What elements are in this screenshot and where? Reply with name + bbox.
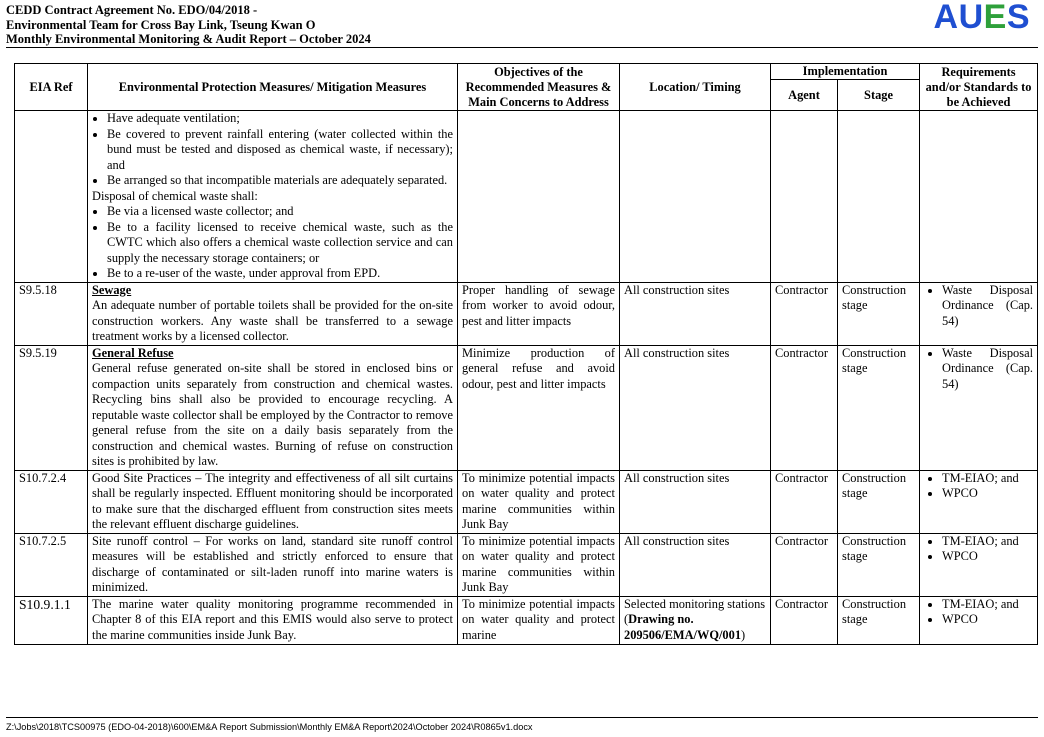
- row-objective: To minimize potential impacts on water quality and protect marine communities within Junk Bay: [458, 470, 620, 533]
- row-objective: To minimize potential impacts on water quality and protect marine communities within Junk Bay: [458, 533, 620, 596]
- row-measures: [88, 345, 458, 470]
- row-measures: [88, 282, 458, 345]
- col-header-measures: Environmental Protection Measures/ Mitigation Measures: [88, 64, 458, 111]
- report-header: [6, 3, 371, 47]
- row-agent: Contractor: [771, 596, 838, 644]
- list-item: • TM-EIAO; and: [942, 534, 1033, 550]
- row-measures: Good Site Practices – The integrity and effectiveness of all silt curtains shall be regularly inspected. Effluent monitoring should be incorporated to make sure that the discharged effluent from construction sites meets the relevant effluent discharge guidelines.: [88, 470, 458, 533]
- list-item: • Be covered to prevent rainfall entering (water collected within the bund must be tested and disposed as chemical waste, if necessary); and: [107, 127, 453, 174]
- header-divider: [6, 47, 1038, 48]
- row-ref: S9.5.18: [15, 282, 88, 345]
- table-row: [15, 282, 1038, 345]
- row-requirements: [920, 345, 1038, 470]
- row-ref: S10.9.1.1: [15, 596, 88, 644]
- row-location: Selected monitoring stations (Drawing no. 209506/EMA/WQ/001): [620, 596, 771, 644]
- row-location: All construction sites: [620, 470, 771, 533]
- col-header-implementation: Implementation: [771, 64, 920, 80]
- list-item: • TM-EIAO; and: [942, 471, 1033, 487]
- row-ref: [15, 111, 88, 283]
- list-item: • Be arranged so that incompatible materials are adequately separated.: [107, 173, 453, 189]
- row-agent: Contractor: [771, 282, 838, 345]
- row-agent: Contractor: [771, 533, 838, 596]
- row-stage: Construction stage: [838, 533, 920, 596]
- row-stage: Construction stage: [838, 470, 920, 533]
- header-line-1: CEDD Contract Agreement No. EDO/04/2018 -: [6, 3, 258, 17]
- row-measures: [88, 111, 458, 283]
- list-item: • TM-EIAO; and: [942, 597, 1033, 613]
- list-item: • Have adequate ventilation;: [107, 111, 453, 127]
- list-item: • WPCO: [942, 486, 1033, 502]
- row-requirements: [920, 533, 1038, 596]
- measure-title: General Refuse: [92, 345, 174, 360]
- list-item: • Waste Disposal Ordinance (Cap. 54): [942, 283, 1033, 330]
- row-ref: S10.7.2.4: [15, 470, 88, 533]
- col-header-eia-ref: EIA Ref: [15, 64, 88, 111]
- row-measures: The marine water quality monitoring programme recommended in Chapter 8 of this EIA report and this EMIS would also serve to protect the marine communities inside Junk Bay.: [88, 596, 458, 644]
- aues-logo: AUES: [933, 0, 1030, 36]
- row-objective: Minimize production of general refuse and avoid odour, pest and litter impacts: [458, 345, 620, 470]
- row-stage: Construction stage: [838, 596, 920, 644]
- row-agent: Contractor: [771, 345, 838, 470]
- list-item: • Be to a facility licensed to receive chemical waste, such as the CWTC which also offers a chemical waste collection service and can supply the necessary storage containers; or: [107, 220, 453, 267]
- list-item: • Be via a licensed waste collector; and: [107, 204, 453, 220]
- row-location: All construction sites: [620, 533, 771, 596]
- col-header-location: Location/ Timing: [620, 64, 771, 111]
- table-row: [15, 470, 1038, 533]
- list-item: • WPCO: [942, 612, 1033, 628]
- measure-text: General refuse generated on-site shall be stored in enclosed bins or compaction units separately from construction and chemical wastes. Recycling bins shall also be provided to encourage recycling. A reputable waste collector shall be employed by the Contractor to remove general refuse from the site on a daily basis separately from the construction and chemical wastes. Burning of refuse on construction sites is prohibited by law.: [92, 361, 453, 468]
- footer-file-path: Z:\Jobs\2018\TCS00975 (EDO-04-2018)\600\EM&A Report Submission\Monthly EM&A Report\2024\October 2024\R0865v1.docx: [6, 717, 1038, 732]
- row-objective: Proper handling of sewage from worker to avoid odour, pest and litter impacts: [458, 282, 620, 345]
- disposal-intro: Disposal of chemical waste shall:: [92, 188, 258, 203]
- table-row: [15, 111, 1038, 283]
- col-header-objectives: Objectives of the Recommended Measures & Main Concerns to Address: [458, 64, 620, 111]
- col-header-stage: Stage: [838, 80, 920, 111]
- row-requirements: [920, 596, 1038, 644]
- col-header-requirements: Requirements and/or Standards to be Achieved: [920, 64, 1038, 111]
- row-agent: Contractor: [771, 470, 838, 533]
- row-location: All construction sites: [620, 282, 771, 345]
- table-row: [15, 345, 1038, 470]
- list-item: • WPCO: [942, 549, 1033, 565]
- measure-text: An adequate number of portable toilets shall be provided for the on-site construction workers. Any waste shall be transferred to a sewage treatment works by a licensed collector.: [92, 298, 453, 343]
- table-row: [15, 596, 1038, 644]
- row-requirements: [920, 282, 1038, 345]
- row-ref: S10.7.2.5: [15, 533, 88, 596]
- row-requirements: [920, 470, 1038, 533]
- list-item: • Waste Disposal Ordinance (Cap. 54): [942, 346, 1033, 393]
- list-item: • Be to a re-user of the waste, under approval from EPD.: [107, 266, 453, 282]
- row-ref: S9.5.19: [15, 345, 88, 470]
- row-objective: To minimize potential impacts on water quality and protect marine: [458, 596, 620, 644]
- header-line-3: Monthly Environmental Monitoring & Audit Report – October 2024: [6, 32, 371, 47]
- drawing-reference: Drawing no. 209506/EMA/WQ/001: [624, 612, 742, 642]
- row-location: All construction sites: [620, 345, 771, 470]
- col-header-agent: Agent: [771, 80, 838, 111]
- mitigation-measures-table: [14, 63, 1038, 645]
- header-line-2: Environmental Team for Cross Bay Link, Tseung Kwan O: [6, 17, 316, 32]
- measure-title: Sewage: [92, 282, 132, 297]
- row-stage: Construction stage: [838, 282, 920, 345]
- row-stage: Construction stage: [838, 345, 920, 470]
- row-measures: Site runoff control – For works on land, standard site runoff control measures will be established and strictly enforced to ensure that discharge of contaminated or silt-laden runoff into marine waters is minimized.: [88, 533, 458, 596]
- table-row: [15, 533, 1038, 596]
